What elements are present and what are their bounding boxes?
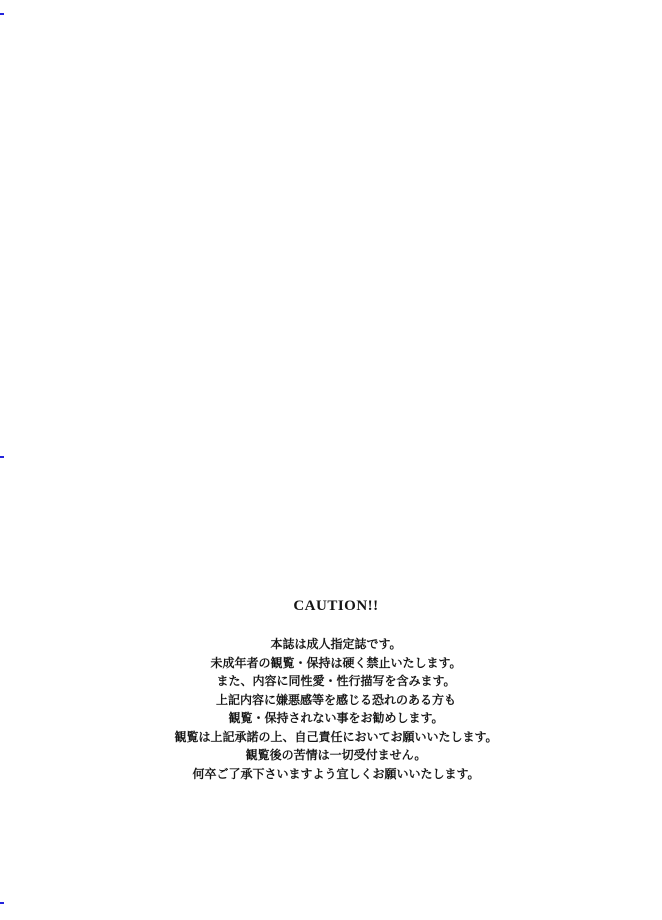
notice-line-1: 本誌は成人指定誌です。 [270, 637, 402, 651]
notice-line-7: 観覧後の苦情は一切受付ません。 [245, 748, 427, 762]
scan-artifact-dash-top [0, 13, 4, 15]
caution-notice-block [10, 598, 662, 783]
notice-line-6: 観覧は上記承諾の上、自己責任においてお願いいたします。 [174, 729, 498, 744]
notice-line-3: また、内容に同性愛・性行描写を含みます。 [216, 674, 456, 688]
scan-artifact-dash-middle [0, 456, 4, 458]
notice-line-5: 観覧・保持されない事をお勧めします。 [228, 711, 444, 725]
scan-artifact-dash-bottom [0, 902, 4, 904]
notice-line-2: 未成年者の観覧・保持は硬く禁止いたします。 [210, 655, 462, 670]
notice-line-4: 上記内容に嫌悪感等を感じる恐れのある方も [215, 692, 456, 707]
notice-line-8: 何卒ご了承下さいますよう宜しくお願いいたします。 [192, 766, 480, 781]
caution-heading: CAUTION!! [293, 598, 379, 614]
